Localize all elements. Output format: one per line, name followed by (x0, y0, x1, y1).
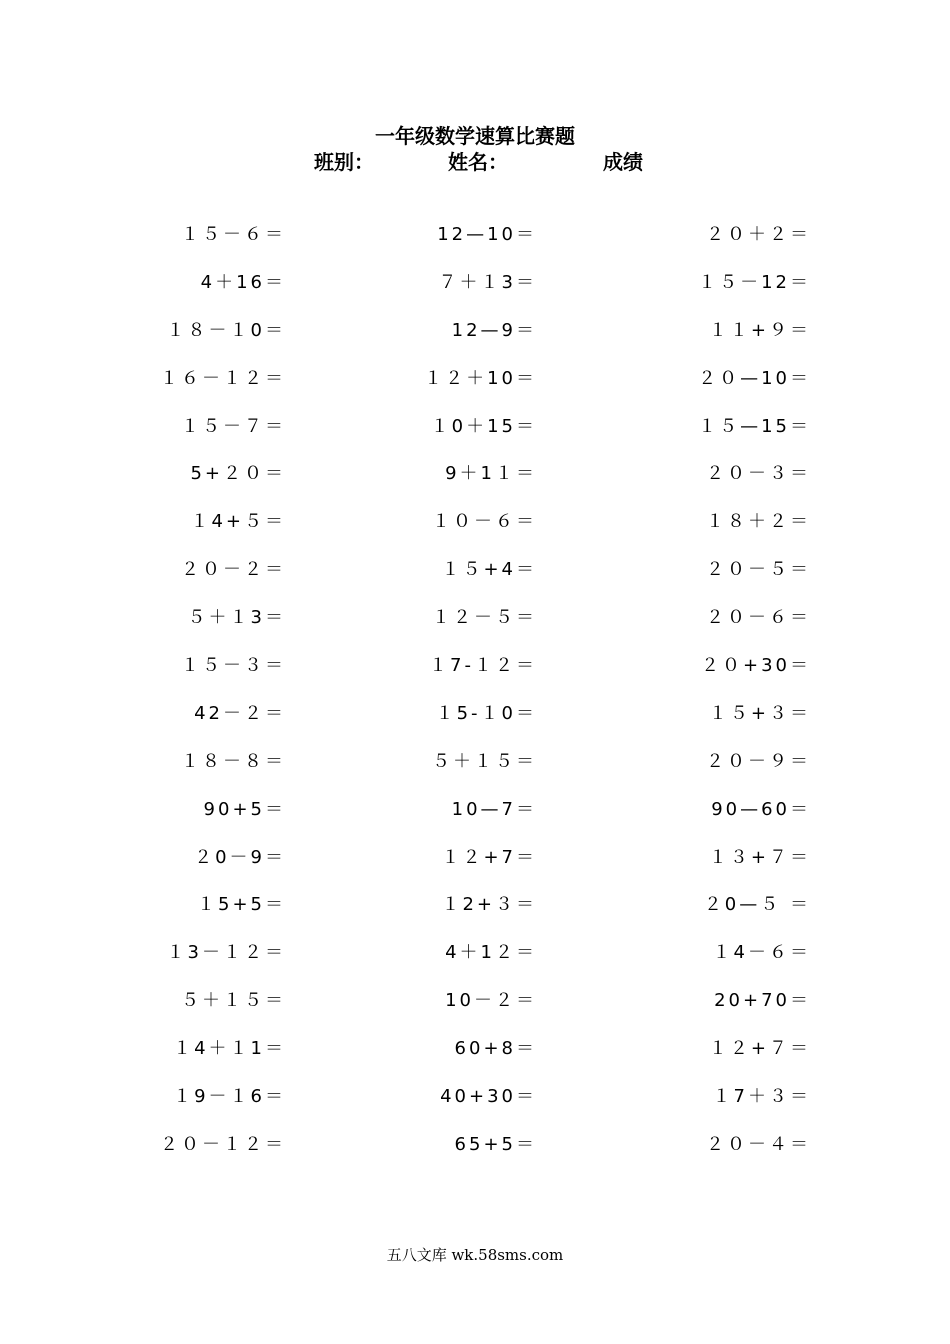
math-problem: １２+7＝ (441, 846, 537, 868)
math-problem: ２０－９＝ (706, 750, 811, 772)
math-problem: 10—7＝ (451, 798, 537, 820)
math-problem: ２０－５＝ (706, 559, 811, 581)
math-problem: １3－１２＝ (166, 942, 286, 964)
math-problem: ５＋１3＝ (187, 607, 286, 629)
math-problem: １２+７＝ (708, 1038, 811, 1060)
math-problem: １4+５＝ (190, 511, 286, 533)
math-problem: 42－２＝ (194, 702, 286, 724)
math-problem: １4＋１1＝ (173, 1038, 286, 1060)
math-problem: １６－１２＝ (160, 367, 286, 389)
math-problem: １８－８＝ (181, 750, 286, 772)
problem-column-3 (698, 218, 811, 1176)
math-problem: 60+8＝ (454, 1038, 537, 1060)
math-problem: １５－12＝ (698, 271, 811, 293)
math-problem: ２０＋２＝ (706, 224, 811, 245)
math-problem: ７＋１3＝ (438, 271, 537, 293)
math-problem: １7＋３＝ (712, 1086, 811, 1108)
math-problem: １３+７＝ (708, 846, 811, 868)
math-problem: 90+5＝ (203, 798, 286, 820)
math-problem: 65+5＝ (454, 1133, 537, 1155)
math-problem: １５－７＝ (181, 415, 286, 437)
score-label: 成绩 (603, 150, 643, 174)
math-problem: 4＋16＝ (200, 271, 286, 293)
math-problem: ２０－６＝ (706, 607, 811, 629)
class-label: 班别： (314, 150, 374, 174)
math-problem: １7-１２＝ (429, 655, 537, 677)
math-problem: 12—10＝ (437, 224, 537, 245)
math-problem: １２＋10＝ (424, 367, 537, 389)
math-problem: 4＋1２＝ (445, 942, 537, 964)
math-problem: １０－６＝ (432, 511, 537, 533)
math-problem: 5+２０＝ (190, 463, 286, 485)
math-problem: ２０－１２＝ (160, 1133, 286, 1155)
math-problem: １５－３＝ (181, 655, 286, 677)
math-problem: ２0—５ ＝ (703, 894, 811, 916)
math-problem: １５—15＝ (698, 415, 811, 437)
math-problem: １2+３＝ (441, 894, 537, 916)
math-problem: ２0－9＝ (194, 846, 286, 868)
math-problem: ５＋１５＝ (181, 990, 286, 1012)
math-problem: 40+30＝ (440, 1086, 537, 1108)
math-problem: １８＋２＝ (706, 511, 811, 533)
math-problem: ２０—10＝ (698, 367, 811, 389)
math-problem: １１+９＝ (708, 319, 811, 341)
problem-column-1 (160, 218, 286, 1176)
math-problem: ５＋１５＝ (432, 750, 537, 772)
math-problem: 90—60＝ (711, 798, 811, 820)
footer-watermark: 五八文库 wk.58sms.com (386, 1246, 564, 1264)
math-problem: 9＋1１＝ (445, 463, 537, 485)
math-problem: １８－１0＝ (166, 319, 286, 341)
math-problem: ２０+30＝ (701, 655, 811, 677)
math-problem: １２－５＝ (432, 607, 537, 629)
math-problem: 10－２＝ (445, 990, 537, 1012)
math-problem: 12—9＝ (451, 319, 537, 341)
math-problem: １５－６＝ (181, 224, 286, 245)
name-label: 姓名： (448, 150, 508, 174)
math-problem: １５+4＝ (441, 559, 537, 581)
math-problem: １5-１0＝ (435, 702, 537, 724)
math-problem: １5+5＝ (197, 894, 286, 916)
math-problem: ２０－４＝ (706, 1133, 811, 1155)
worksheet-title: 一年级数学速算比赛题 (375, 124, 575, 148)
problem-column-2 (424, 218, 537, 1176)
math-problem: ２０－２＝ (181, 559, 286, 581)
math-problem: １9－１6＝ (173, 1086, 286, 1108)
math-problem: １0＋15＝ (430, 415, 537, 437)
math-problem: １4－６＝ (712, 942, 811, 964)
math-problem: １５+３＝ (708, 702, 811, 724)
math-problem: ２０－３＝ (706, 463, 811, 485)
math-problem: 20+70＝ (714, 990, 811, 1012)
